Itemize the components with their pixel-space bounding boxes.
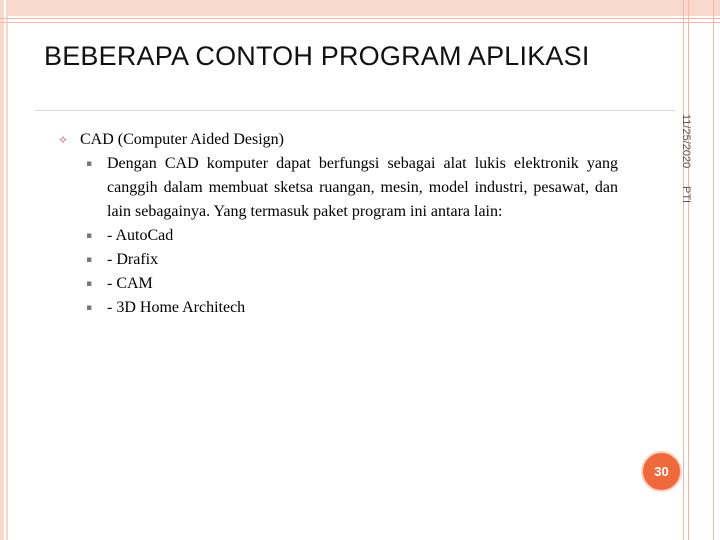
frame-line xyxy=(0,18,720,19)
bullet-marker-icon: ✧ xyxy=(58,133,69,147)
frame-line xyxy=(0,22,720,23)
bullet-text: CAD (Computer Aided Design) xyxy=(80,131,284,148)
slide-title: BEBERAPA CONTOH PROGRAM APLIKASI xyxy=(44,41,590,71)
frame-top-band xyxy=(0,0,720,16)
sub-bullet-text: - Drafix xyxy=(107,251,159,268)
sub-bullet-marker-icon: ▪ xyxy=(86,303,93,313)
sub-bullet-text: - AutoCad xyxy=(107,227,174,244)
sub-bullet-text: Dengan CAD komputer dapat berfungsi sebagai alat lukis elektronik yang canggih dalam membuat sketsa ruangan, mesin, model industri, pesawat, dan lain sebagainya. Yang termasuk paket program ini antara lain: xyxy=(107,155,618,220)
frame-line xyxy=(688,0,689,540)
sub-bullet-text: - 3D Home Architech xyxy=(107,299,246,316)
sub-bullet xyxy=(58,272,618,296)
slide-body xyxy=(58,128,618,320)
sub-bullet xyxy=(58,296,618,320)
title-divider xyxy=(35,110,675,111)
sub-bullet-text: - CAM xyxy=(107,275,153,292)
sub-bullet-marker-icon: ▪ xyxy=(86,279,93,289)
frame-left-band xyxy=(0,0,8,540)
frame-line xyxy=(713,0,714,540)
sub-bullet-marker-icon: ▪ xyxy=(86,159,93,169)
sub-bullet xyxy=(58,152,618,224)
page-number-badge: 30 xyxy=(641,451,682,492)
sub-bullet xyxy=(58,224,618,248)
sub-bullet-marker-icon: ▪ xyxy=(86,231,93,241)
sub-bullet-marker-icon: ▪ xyxy=(86,255,93,265)
sub-bullet xyxy=(58,248,618,272)
slide-footer: PTI xyxy=(680,186,692,204)
frame-line xyxy=(683,0,684,540)
slide-date: 11/25/2020 xyxy=(680,114,692,169)
bullet-cad xyxy=(58,128,618,152)
